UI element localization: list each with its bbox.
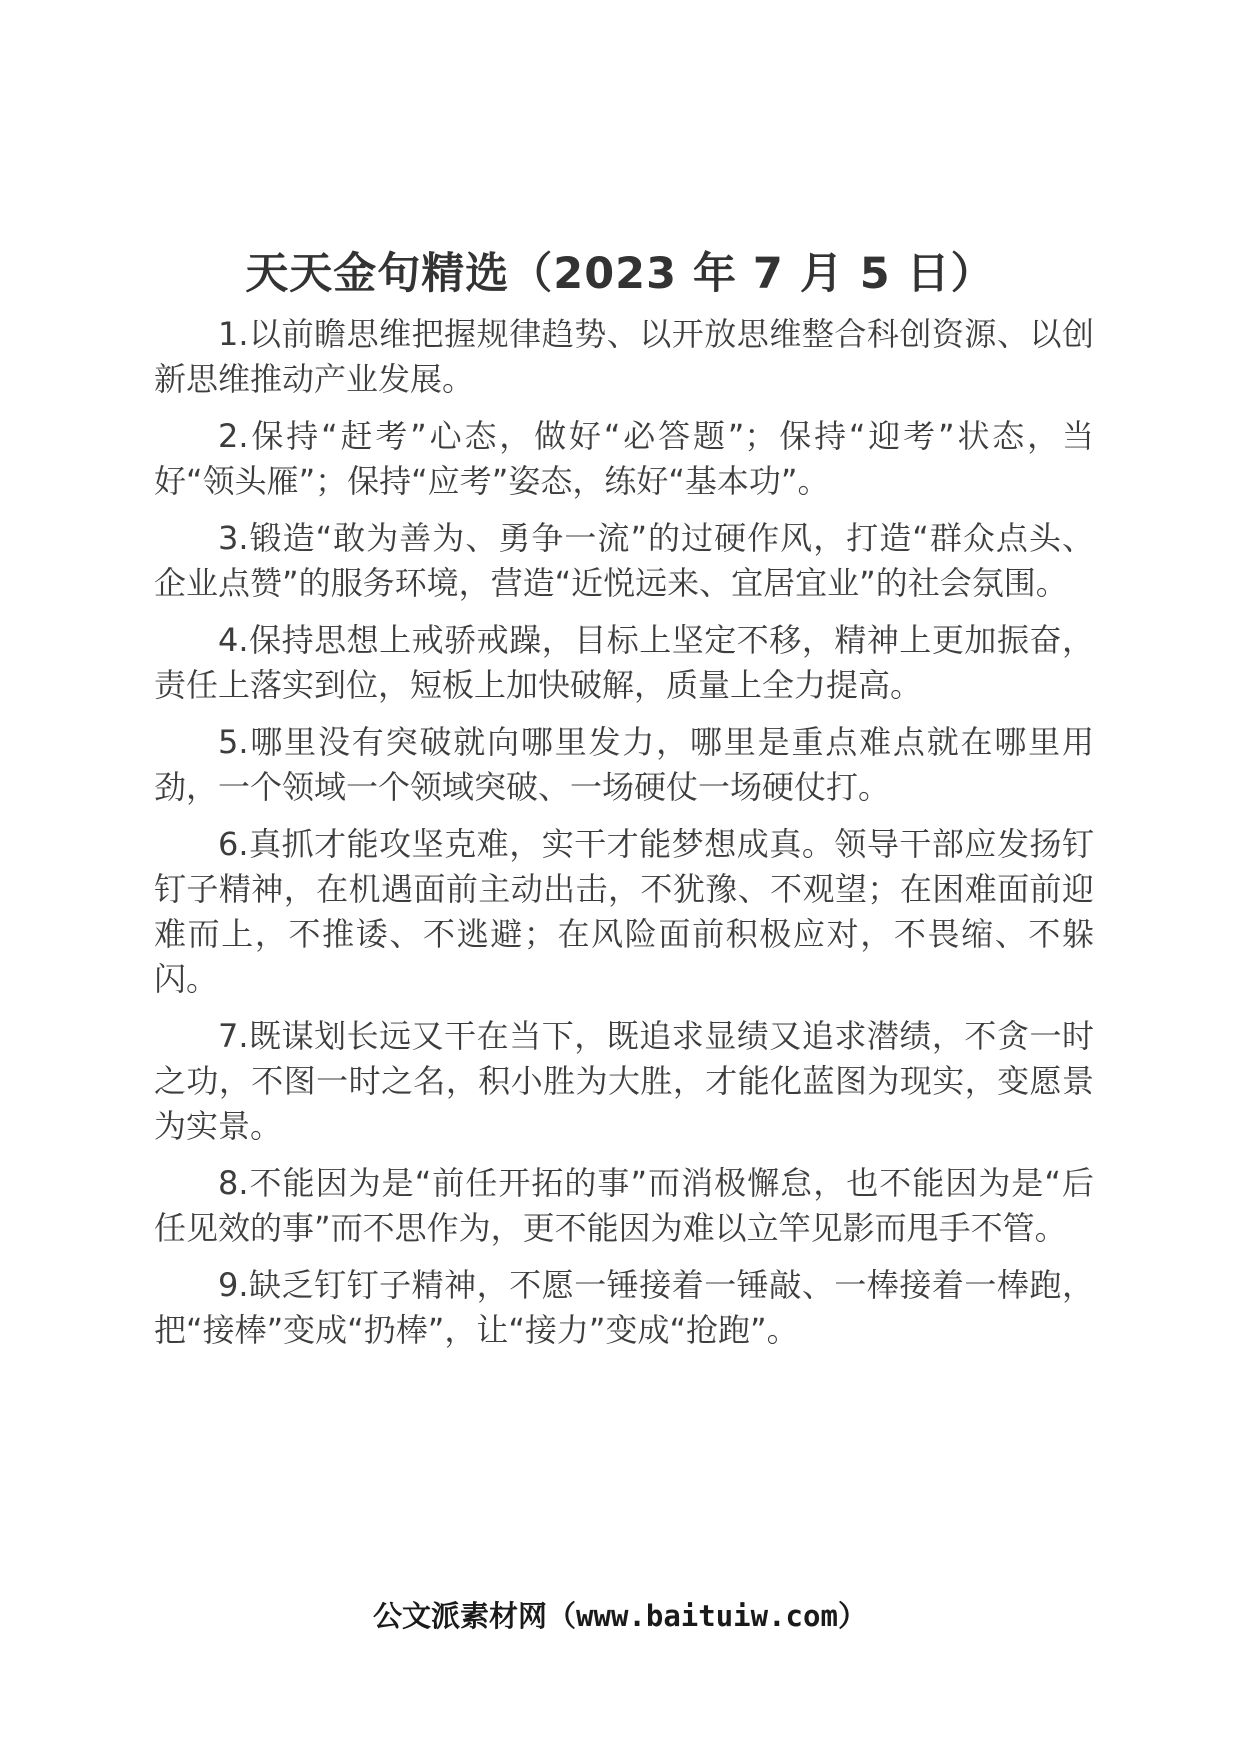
- quote-item: 5.哪里没有突破就向哪里发力，哪里是重点难点就在哪里用劲，一个领域一个领域突破、一场硬仗一场硬仗打。: [154, 723, 1094, 806]
- quote-item: 9.缺乏钉钉子精神，不愿一锤接着一锤敲、一棒接着一棒跑，把“接棒”变成“扔棒”，让“接力”变成“抢跑”。: [154, 1266, 1094, 1349]
- quote-item: 4.保持思想上戒骄戒躁，目标上坚定不移，精神上更加振奋，责任上落实到位，短板上加快破解，质量上全力提高。: [154, 621, 1094, 704]
- quote-item: 8.不能因为是“前任开拓的事”而消极懈怠，也不能因为是“后任见效的事”而不思作为，更不能因为难以立竿见影而甩手不管。: [154, 1164, 1094, 1247]
- footer-source: [0, 1594, 1240, 1635]
- quote-item: 3.锻造“敢为善为、勇争一流”的过硬作风，打造“群众点头、企业点赞”的服务环境，营造“近悦远来、宜居宜业”的社会氛围。: [154, 519, 1094, 602]
- footer-site-name: 公文派素材网: [373, 1599, 548, 1633]
- quote-item: 6.真抓才能攻坚克难，实干才能梦想成真。领导干部应发扬钉钉子精神，在机遇面前主动出击，不犹豫、不观望；在困难面前迎难而上，不推诿、不逃避；在风险面前积极应对，不畏缩、不躲闪。: [154, 825, 1094, 998]
- page-title: 天天金句精选（2023 年 7 月 5 日）: [245, 249, 995, 299]
- quote-item: 2.保持“赶考”心态，做好“必答题”；保持“迎考”状态，当好“领头雁”；保持“应考”姿态，练好“基本功”。: [154, 417, 1094, 500]
- footer-url: （www.baituiw.com）: [547, 1599, 867, 1633]
- quote-list: [154, 312, 1094, 1365]
- quote-item: 7.既谋划长远又干在当下，既追求显绩又追求潜绩，不贪一时之功，不图一时之名，积小胜为大胜，才能化蓝图为现实，变愿景为实景。: [154, 1017, 1094, 1145]
- quote-item: 1.以前瞻思维把握规律趋势、以开放思维整合科创资源、以创新思维推动产业发展。: [154, 315, 1094, 398]
